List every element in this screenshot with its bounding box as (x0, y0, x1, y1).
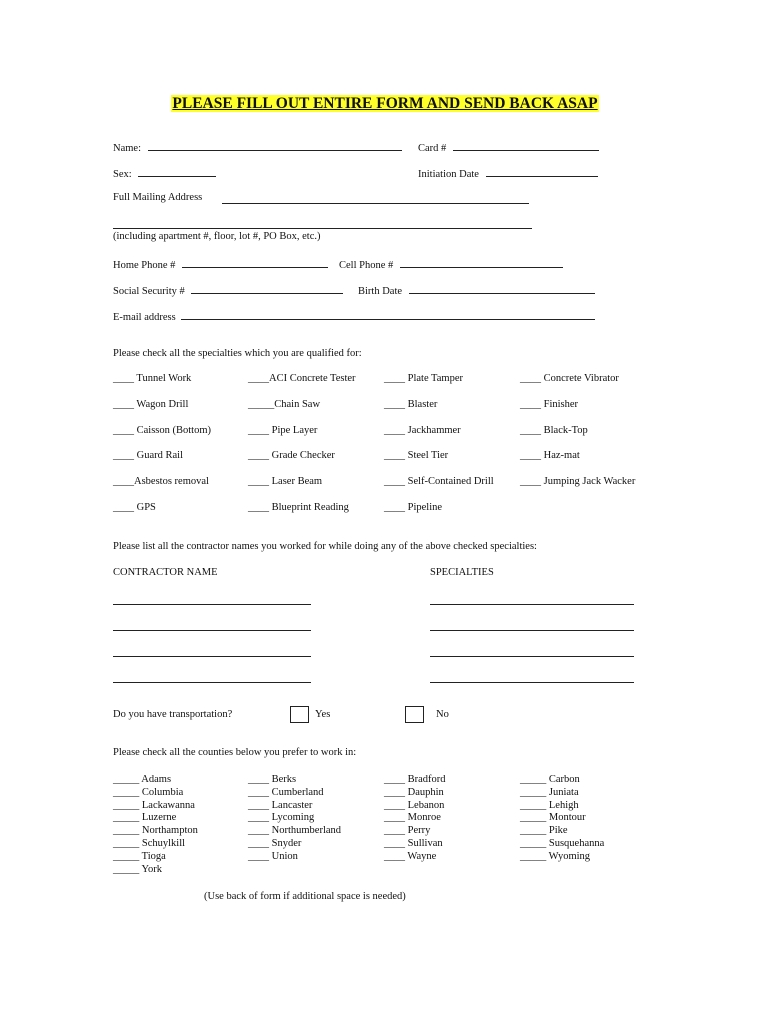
card-label: Card # (418, 143, 447, 154)
sex-label: Sex: (113, 169, 132, 180)
county-column-2 (248, 774, 341, 864)
ssn-label: Social Security # (113, 286, 185, 297)
specialty-item[interactable]: ____ Haz-mat (520, 450, 580, 461)
contractor-prompt: Please list all the contractor names you worked for while doing any of the above checked specialties: (113, 541, 537, 552)
county-item[interactable]: ____ Sullivan (384, 837, 443, 849)
county-item[interactable]: ____ Snyder (248, 837, 302, 849)
county-item[interactable]: ____ Lycoming (248, 812, 315, 824)
specialty-item[interactable]: ____ACI Concrete Tester (248, 373, 356, 384)
specialty-item[interactable]: ____ Blueprint Reading (248, 502, 349, 513)
county-item[interactable]: _____ Luzerne (113, 812, 177, 824)
county-item[interactable]: ____ Union (248, 850, 298, 862)
birth-date-field[interactable] (409, 283, 595, 294)
ssn-row (113, 283, 343, 297)
specialty-item[interactable]: ____ Jumping Jack Wacker (520, 476, 636, 487)
email-row (113, 309, 595, 323)
transportation-yes-checkbox[interactable] (290, 706, 309, 723)
county-item[interactable]: _____ Juniata (520, 786, 579, 798)
county-column-3 (384, 774, 446, 864)
name-label: Name: (113, 143, 141, 154)
address-row (113, 192, 202, 203)
specialty-item[interactable]: ____ Black-Top (520, 425, 588, 436)
county-item[interactable]: _____ Pike (520, 825, 568, 837)
specialty-item[interactable]: ____ Grade Checker (248, 450, 335, 461)
cell-phone-label: Cell Phone # (339, 260, 394, 271)
county-item[interactable]: _____ Tioga (113, 850, 166, 862)
specialties-prompt: Please check all the specialties which you are qualified for: (113, 348, 362, 359)
address-field-line1[interactable] (222, 203, 529, 204)
county-item[interactable]: _____ Carbon (520, 774, 580, 785)
card-field[interactable] (453, 140, 599, 151)
county-item[interactable]: _____ Wyoming (520, 850, 591, 862)
contractor-name-header: CONTRACTOR NAME (113, 567, 218, 578)
contractor-specialty-line[interactable] (430, 630, 634, 631)
county-item[interactable]: ____ Berks (248, 774, 297, 785)
transportation-no-checkbox[interactable] (405, 706, 424, 723)
home-phone-field[interactable] (182, 257, 328, 268)
county-item[interactable]: _____ Adams (113, 774, 172, 785)
specialty-item[interactable]: ____ Wagon Drill (113, 399, 189, 410)
initiation-row (418, 166, 598, 180)
contractor-name-line[interactable] (113, 630, 311, 631)
specialties-header: SPECIALTIES (430, 567, 494, 578)
form-title: PLEASE FILL OUT ENTIRE FORM AND SEND BACK ASAP (172, 95, 598, 112)
contractor-specialty-line[interactable] (430, 656, 634, 657)
specialty-item[interactable]: ____ Guard Rail (113, 450, 183, 461)
county-item[interactable]: ____ Dauphin (384, 786, 444, 798)
specialty-item[interactable]: ____Asbestos removal (113, 476, 209, 487)
specialty-item[interactable]: ____ Plate Tamper (384, 373, 463, 384)
name-row (113, 140, 402, 154)
contractor-name-line[interactable] (113, 604, 311, 605)
county-item[interactable]: _____ Schuylkill (113, 837, 186, 849)
email-label: E-mail address (113, 312, 176, 323)
county-item[interactable]: ____ Lebanon (384, 799, 445, 811)
card-row (418, 140, 599, 154)
specialty-item[interactable]: ____ Self-Contained Drill (384, 476, 494, 487)
specialty-item[interactable]: ____ Jackhammer (384, 425, 461, 436)
specialty-item[interactable]: ____ Tunnel Work (113, 373, 192, 384)
sex-row (113, 166, 216, 180)
specialty-item[interactable]: ____ Pipe Layer (248, 425, 318, 436)
county-item[interactable]: ____ Cumberland (248, 786, 324, 798)
county-item[interactable]: ____ Perry (384, 825, 431, 837)
county-item[interactable]: ____ Monroe (384, 812, 441, 824)
contractor-name-line[interactable] (113, 682, 311, 683)
county-column-1 (113, 774, 198, 876)
specialty-item[interactable]: ____ Concrete Vibrator (520, 373, 619, 384)
footer-note: (Use back of form if additional space is needed) (204, 891, 406, 902)
county-item[interactable]: _____ Montour (520, 812, 586, 824)
birth-date-label: Birth Date (358, 286, 403, 297)
ssn-field[interactable] (191, 283, 343, 294)
sex-field[interactable] (138, 166, 216, 177)
specialty-item[interactable]: ____ Laser Beam (248, 476, 323, 487)
birth-date-row (358, 283, 595, 297)
specialty-item[interactable]: ____ Caisson (Bottom) (113, 425, 212, 436)
email-field[interactable] (181, 309, 595, 320)
specialty-item[interactable]: ____ GPS (113, 502, 156, 513)
county-item[interactable]: _____ Columbia (113, 786, 184, 798)
contractor-specialty-line[interactable] (430, 604, 634, 605)
county-item[interactable]: ____ Bradford (384, 774, 446, 785)
contractor-specialty-line[interactable] (430, 682, 634, 683)
county-item[interactable]: _____ Susquehanna (520, 837, 605, 849)
county-item[interactable]: ____ Northumberland (248, 825, 342, 837)
name-field[interactable] (148, 140, 402, 151)
transportation-question: Do you have transportation? (113, 709, 233, 720)
address-note: (including apartment #, floor, lot #, PO Box, etc.) (113, 231, 321, 242)
home-phone-label: Home Phone # (113, 260, 176, 271)
initiation-date-field[interactable] (486, 166, 598, 177)
county-item[interactable]: ____ Lancaster (248, 799, 313, 811)
cell-phone-row (339, 257, 563, 271)
county-item[interactable]: _____ Northampton (113, 825, 198, 837)
address-field-line2[interactable] (113, 228, 532, 229)
transportation-no-label: No (436, 709, 449, 720)
address-label: Full Mailing Address (113, 192, 203, 203)
cell-phone-field[interactable] (400, 257, 563, 268)
specialty-item[interactable]: ____ Finisher (520, 399, 579, 410)
contractor-name-line[interactable] (113, 656, 311, 657)
county-column-4 (520, 774, 604, 864)
home-phone-row (113, 257, 328, 271)
initiation-date-label: Initiation Date (418, 169, 479, 180)
specialty-item[interactable]: _____Chain Saw (248, 399, 321, 410)
specialty-item[interactable]: ____ Blaster (384, 399, 438, 410)
specialty-item[interactable]: ____ Steel Tier (384, 450, 449, 461)
counties-prompt: Please check all the counties below you prefer to work in: (113, 747, 357, 758)
transportation-yes-label: Yes (315, 709, 331, 720)
county-item[interactable]: _____ Lackawanna (113, 799, 195, 811)
county-item[interactable]: _____ York (113, 863, 163, 875)
county-item[interactable]: _____ Lehigh (520, 799, 579, 811)
specialty-item[interactable]: ____ Pipeline (384, 502, 443, 513)
county-item[interactable]: ____ Wayne (384, 850, 437, 862)
